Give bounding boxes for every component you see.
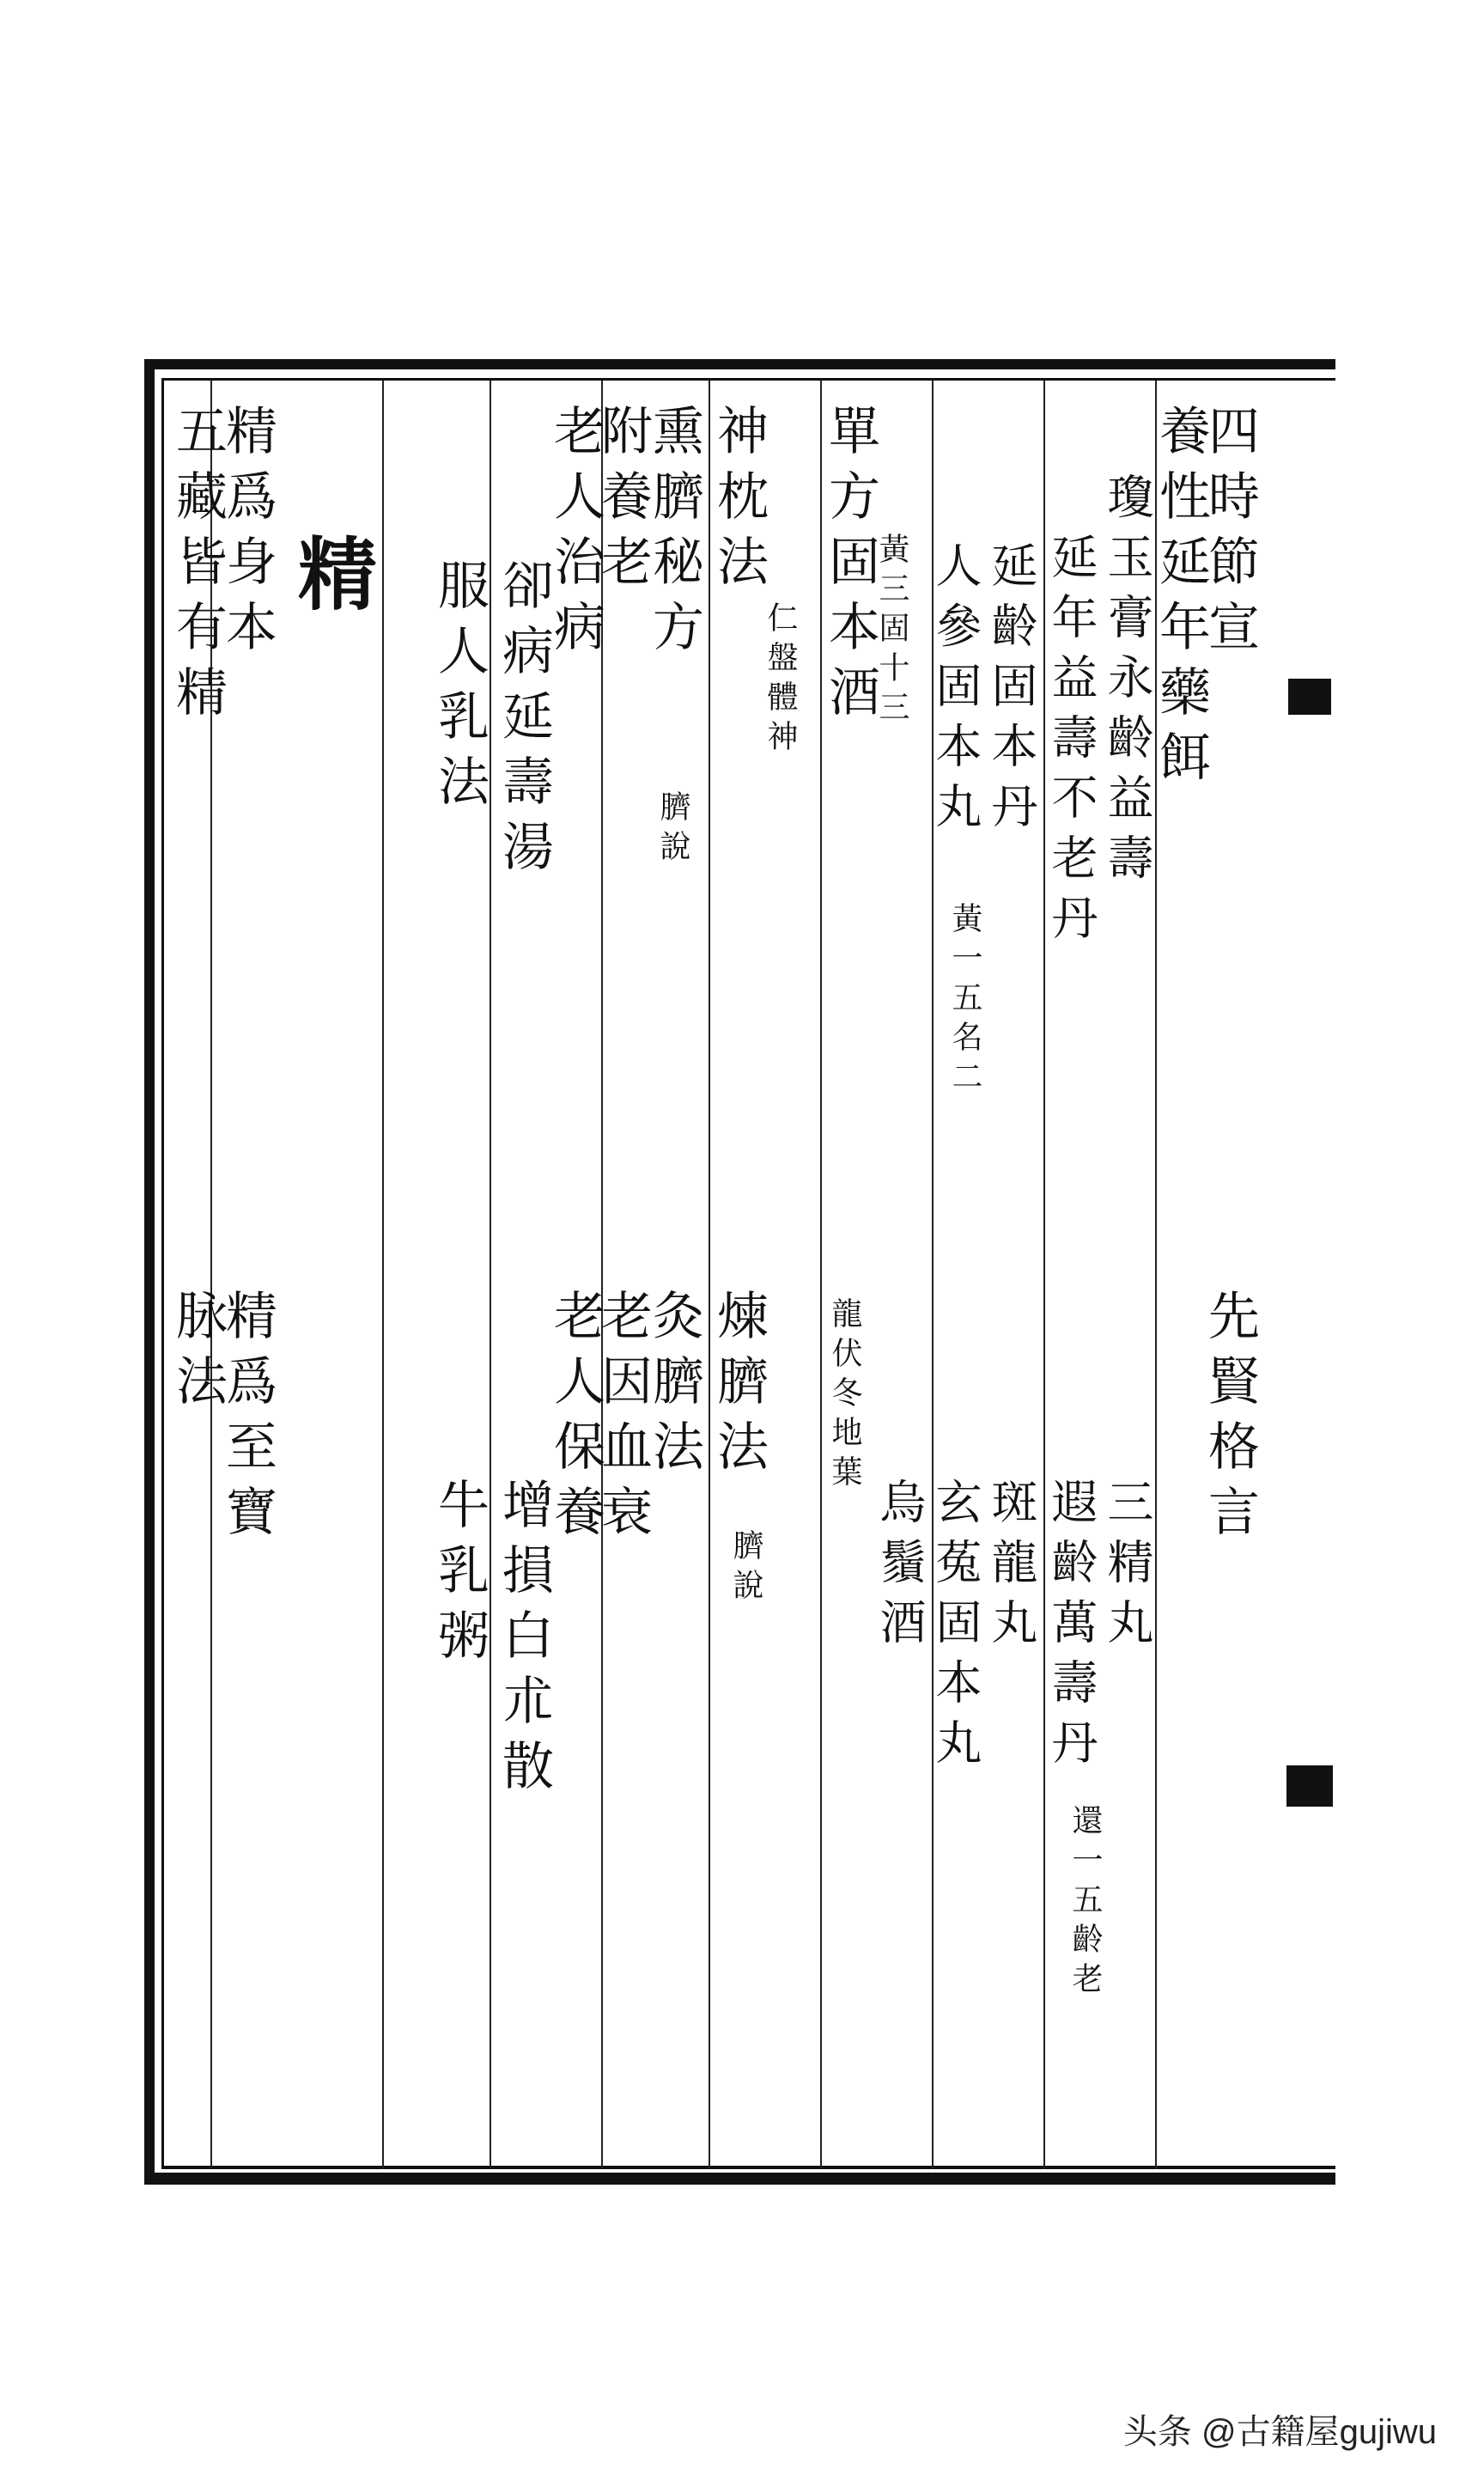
toc-entry: 延年益壽不老丹 [1044, 533, 1098, 954]
toc-note: 還一五齡老 [1067, 1804, 1103, 2002]
section-entry: 五藏皆有精 [167, 404, 228, 730]
toc-entry: 四時節宣 [1200, 404, 1260, 665]
toc-entry: 遐齡萬壽丹 [1044, 1478, 1098, 1778]
section-entry: 精爲身本 [217, 404, 277, 665]
fishtail-mark-bottom [1286, 1765, 1333, 1807]
section-entry: 精爲至寶 [217, 1289, 277, 1550]
toc-note: 臍說 [655, 790, 690, 869]
toc-entry: 延齡固本丹 [984, 541, 1038, 842]
toc-note: 仁盤體神 [763, 601, 798, 759]
toc-entry: 卻病延壽湯 [494, 558, 554, 885]
watermark: 头条 @古籍屋gujiwu [1122, 2413, 1437, 2451]
toc-entry: 增損白朮散 [494, 1478, 554, 1804]
toc-entry: 三精丸 [1100, 1478, 1154, 1658]
column-rule [490, 381, 491, 2169]
toc-entry: 老因血衰 [593, 1289, 653, 1550]
toc-entry: 神枕法 [709, 404, 769, 600]
fishtail-mark-top [1288, 679, 1331, 715]
toc-entry: 熏臍秘方 [644, 404, 704, 665]
column-rule [709, 381, 710, 2169]
section-entry: 脉法 [167, 1289, 228, 1419]
toc-entry: 煉臍法 [709, 1289, 769, 1484]
toc-entry: 烏鬚酒 [873, 1478, 927, 1658]
section-heading: 精 [285, 533, 378, 625]
toc-note: 黃一五名二 [947, 902, 982, 1100]
toc-entry: 單方固本酒 [820, 404, 880, 730]
toc-entry: 老人治病 [545, 404, 605, 665]
toc-entry: 先賢格言 [1200, 1289, 1260, 1550]
toc-entry: 灸臍法 [644, 1289, 704, 1484]
toc-note: 臍說 [728, 1529, 763, 1608]
toc-entry: 瓊玉膏永齡益壽 [1100, 472, 1154, 893]
toc-entry: 斑龍丸 [984, 1478, 1038, 1658]
toc-entry: 玄菟固本丸 [928, 1478, 982, 1778]
toc-note: 黃三固十三 [874, 533, 909, 730]
toc-entry: 附養老 [593, 404, 653, 600]
toc-entry: 服人乳法 [429, 558, 490, 820]
toc-entry: 人參固本丸 [928, 541, 982, 842]
toc-note: 龍伏冬地葉 [827, 1297, 862, 1495]
column-rule [382, 381, 384, 2169]
toc-entry: 牛乳粥 [429, 1478, 490, 1673]
toc-entry: 養性延年藥餌 [1151, 404, 1211, 796]
toc-entry: 老人保養 [545, 1289, 605, 1550]
